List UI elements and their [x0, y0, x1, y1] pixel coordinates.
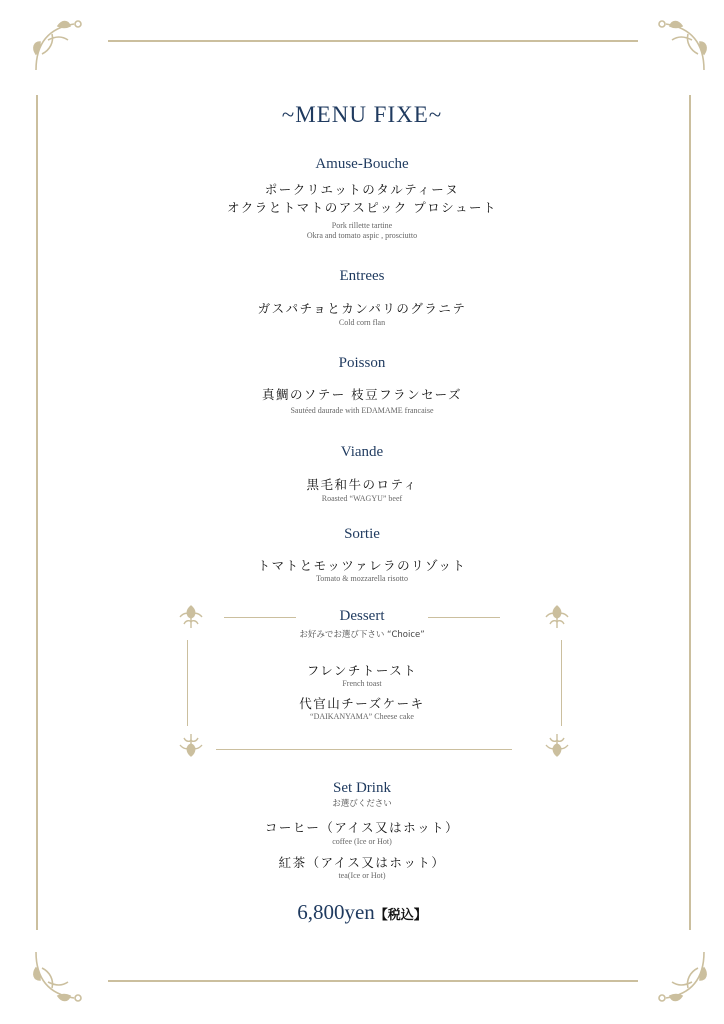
viande-jp: 黒毛和牛のロティ — [306, 477, 418, 492]
entrees-jp: ガスパチョとカンパリのグラニテ — [257, 301, 467, 316]
amuse-heading: Amuse-Bouche — [315, 156, 409, 172]
corner-ornament-bottom-left-icon — [28, 944, 92, 1008]
dessert-item2-en: “DAIKANYAMA” Cheese cake — [310, 712, 414, 721]
sortie-en: Tomato & mozzarella risotto — [315, 574, 409, 583]
amuse-jp-line2: オクラとトマトのアスピック プロシュート — [227, 200, 497, 215]
drink-heading: Set Drink — [333, 780, 391, 796]
viande-heading: Viande — [340, 444, 384, 460]
dessert-note: お好みでお選び下さい “Choice” — [299, 630, 425, 640]
poisson-en: Sautéed daurade with EDAMAME francaise — [290, 406, 434, 415]
drink-item1-en: coffee (Ice or Hot) — [332, 837, 392, 846]
viande-en: Roasted “WAGYU” beef — [321, 494, 403, 503]
corner-ornament-top-right-icon — [648, 14, 712, 78]
price-line — [0, 900, 724, 925]
price-tax-label: 【税込】 — [374, 908, 427, 923]
entrees-en: Cold corn flan — [338, 318, 386, 327]
dessert-ornament-bottom-left-icon — [176, 730, 206, 760]
dessert-item1-jp: フレンチトースト — [306, 663, 418, 678]
sortie-jp: トマトとモッツァレラのリゾット — [257, 558, 467, 573]
amuse-en-line1: Pork rillette tartine — [331, 221, 393, 230]
dessert-heading: Dessert — [339, 608, 385, 624]
price-value: 6,800yen — [297, 900, 375, 924]
drink-item1-jp: コーヒー（アイス又はホット） — [264, 820, 460, 835]
menu-title: ~MENU FIXE~ — [281, 102, 443, 127]
dessert-ornament-bottom-right-icon — [542, 730, 572, 760]
drink-item2-jp: 紅茶（アイス又はホット） — [278, 855, 446, 870]
frame-top-line — [108, 40, 638, 42]
corner-ornament-top-left-icon — [28, 14, 92, 78]
entrees-heading: Entrees — [339, 268, 385, 284]
dessert-item2-jp: 代官山チーズケーキ — [299, 696, 425, 711]
poisson-jp: 真鯛のソテー 枝豆フランセーズ — [261, 387, 463, 402]
drink-item2-en: tea(Ice or Hot) — [338, 871, 386, 880]
drink-note: お選びください — [332, 799, 392, 809]
corner-ornament-bottom-right-icon — [648, 944, 712, 1008]
amuse-en-line2: Okra and tomato aspic , prosciutto — [306, 231, 418, 240]
sortie-heading: Sortie — [344, 526, 380, 542]
dessert-bottom-line — [216, 749, 512, 750]
frame-bottom-line — [108, 980, 638, 982]
dessert-item1-en: French toast — [342, 679, 382, 688]
amuse-jp-line1: ポークリエットのタルティーヌ — [264, 182, 460, 197]
poisson-heading: Poisson — [338, 355, 386, 371]
